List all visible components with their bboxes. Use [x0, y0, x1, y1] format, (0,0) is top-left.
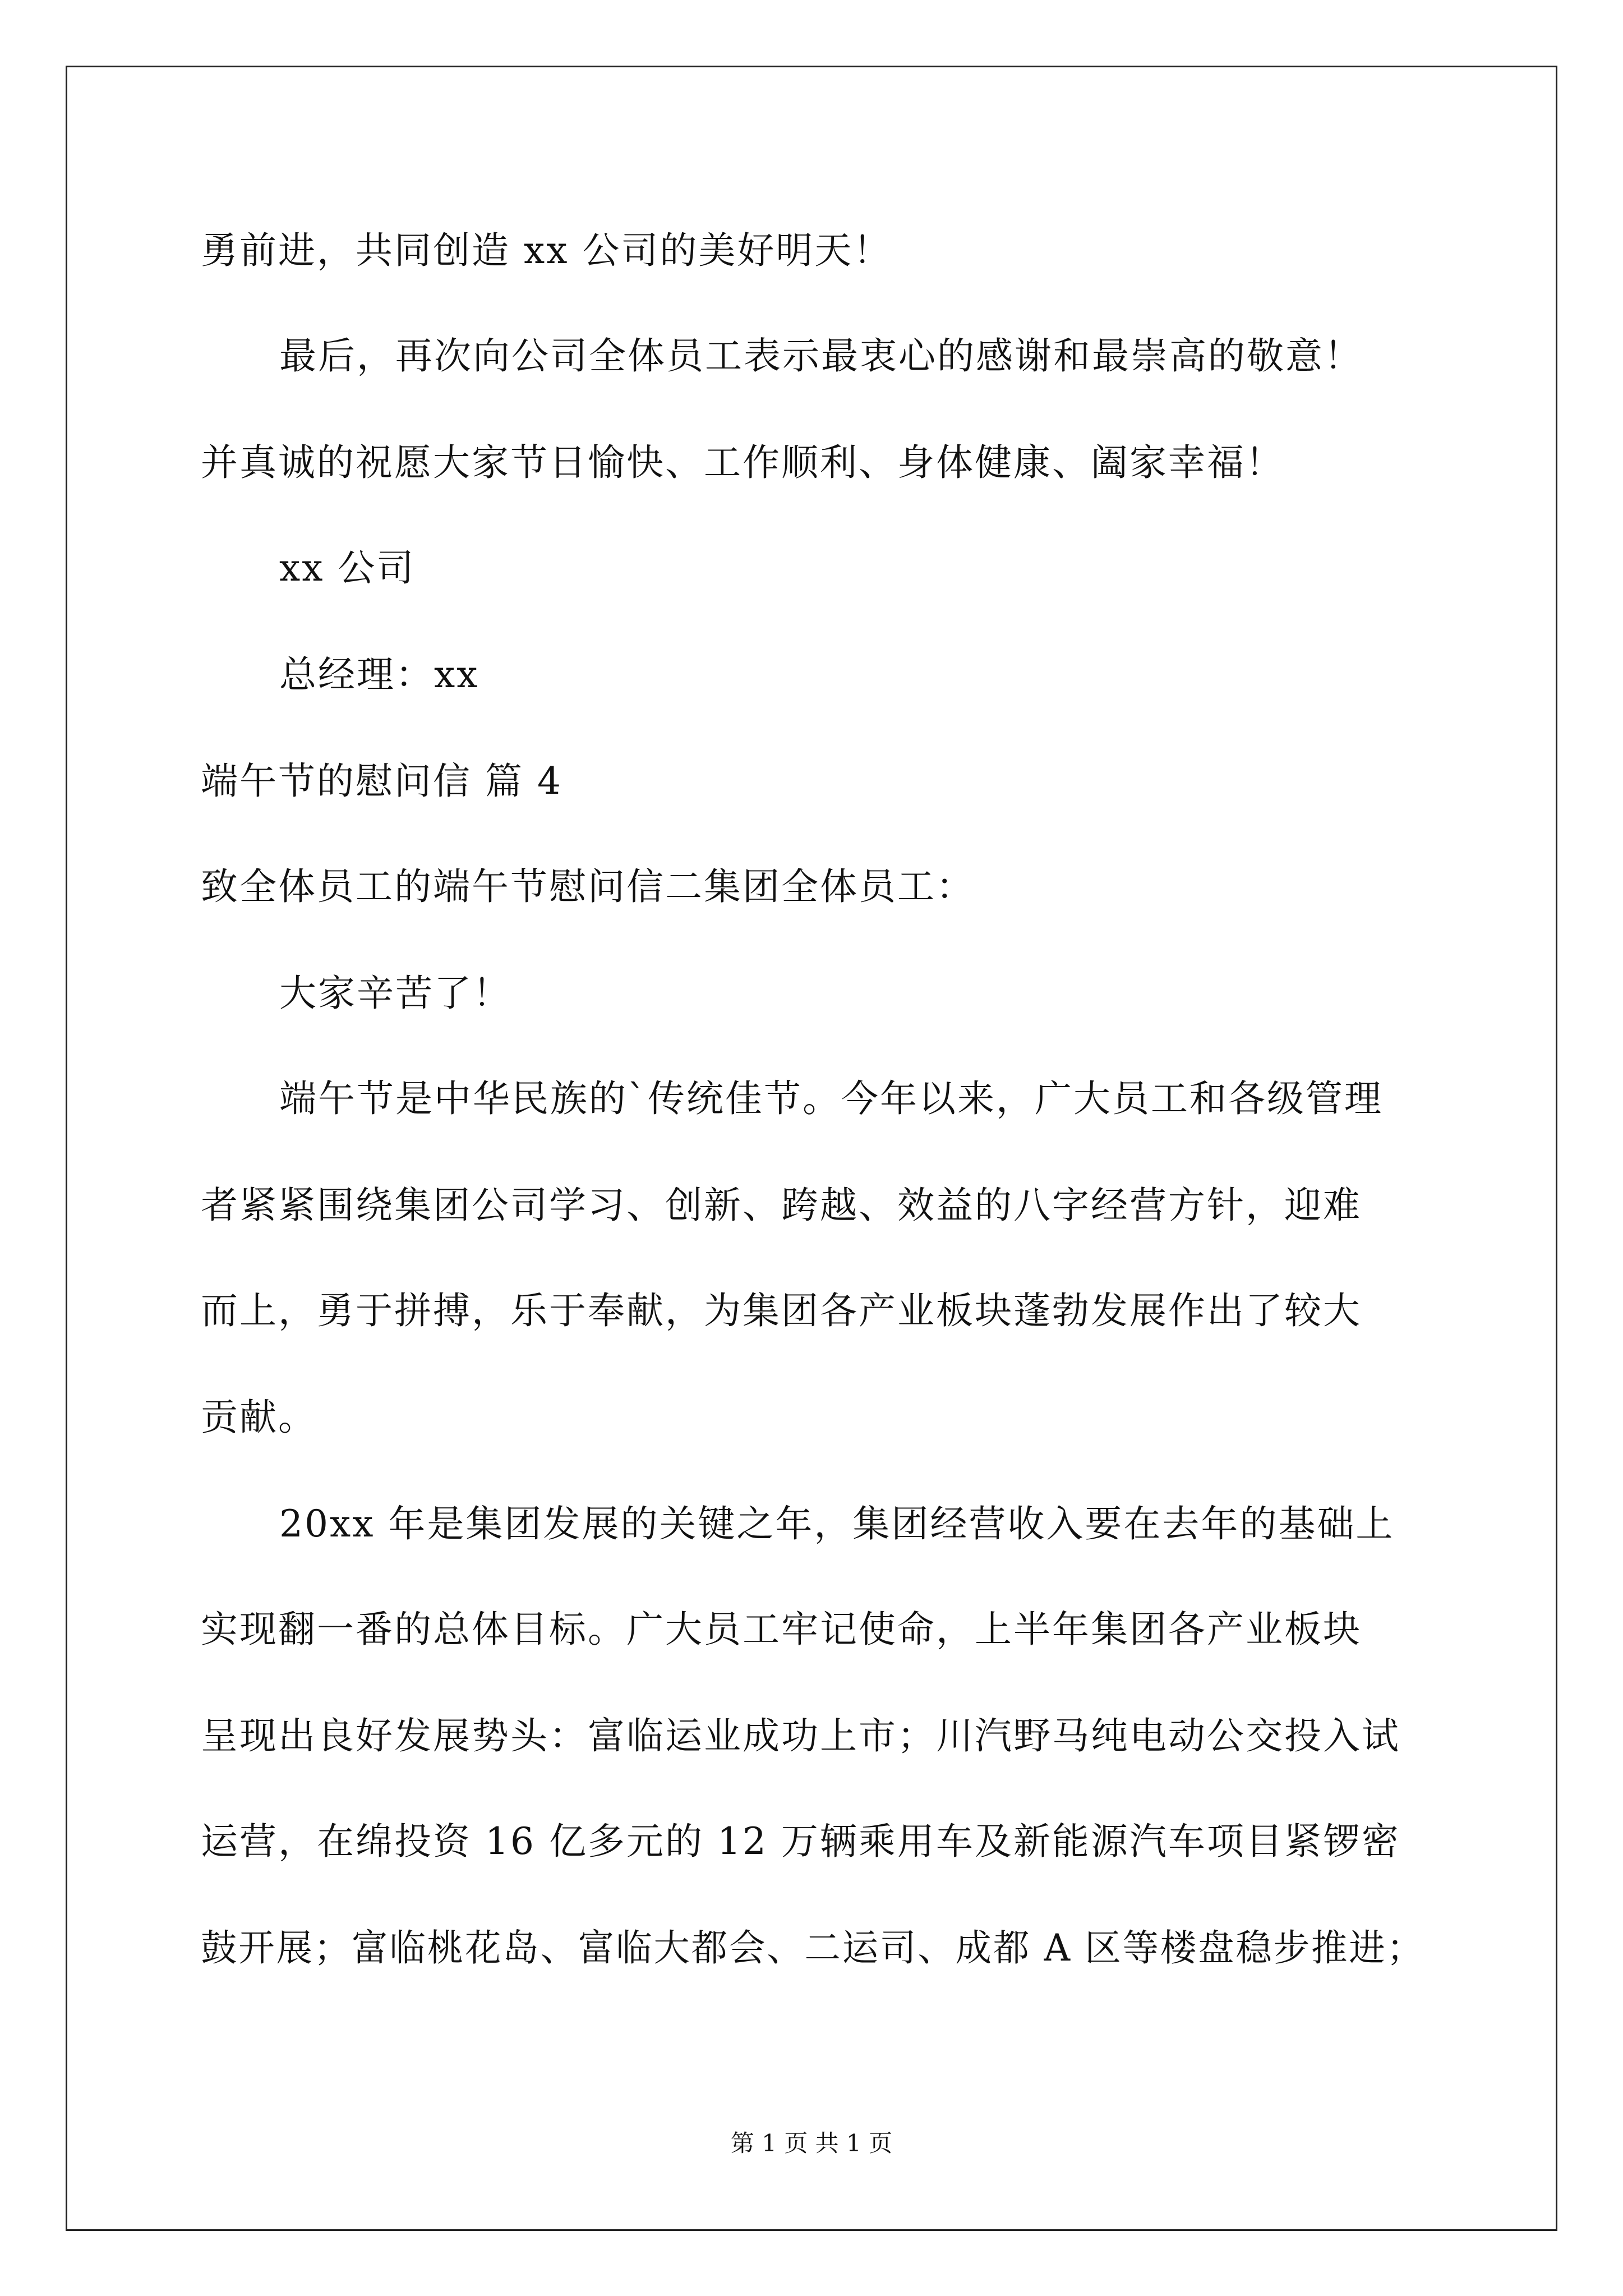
signature-company: xx 公司 — [279, 546, 416, 590]
section-heading: 端午节的慰问信 篇 4 — [201, 760, 562, 803]
text-line: 20xx 年是集团发展的关键之年，集团经营收入要在去年的基础上 — [279, 1502, 1395, 1545]
text-line: 实现翻一番的总体目标。广大员工牢记使命，上半年集团各产业板块 — [201, 1608, 1362, 1651]
text-line: 并真诚的祝愿大家节日愉快、工作顺利、身体健康、阖家幸福！ — [201, 441, 1284, 484]
text-line: 者紧紧围绕集团公司学习、创新、跨越、效益的八字经营方针，迎难 — [201, 1184, 1362, 1227]
text-line: 鼓开展；富临桃花岛、富临大都会、二运司、成都 A 区等楼盘稳步推进； — [201, 1926, 1424, 1970]
text-line: 运营，在绵投资 16 亿多元的 12 万辆乘用车及新能源汽车项目紧锣密 — [201, 1820, 1400, 1863]
text-line: 而上，勇于拼搏，乐于奉献，为集团各产业板块蓬勃发展作出了较大 — [201, 1289, 1362, 1332]
letter-title: 致全体员工的端午节慰问信二集团全体员工： — [201, 865, 975, 908]
greeting: 大家辛苦了！ — [279, 972, 511, 1015]
text-line: 勇前进，共同创造 xx 公司的美好明天！ — [201, 229, 892, 272]
page-border — [66, 66, 1557, 2231]
text-line: 端午节是中华民族的`传统佳节。今年以来，广大员工和各级管理 — [279, 1077, 1383, 1120]
text-line: 贡献。 — [201, 1396, 317, 1439]
page-number-footer: 第 1 页 共 1 页 — [730, 2129, 893, 2157]
text-line: 最后，再次向公司全体员工表示最衷心的感谢和最崇高的敬意！ — [279, 334, 1363, 378]
text-line: 呈现出良好发展势头：富临运业成功上市；川汽野马纯电动公交投入试 — [201, 1714, 1400, 1757]
signature-manager: 总经理：xx — [279, 653, 479, 696]
